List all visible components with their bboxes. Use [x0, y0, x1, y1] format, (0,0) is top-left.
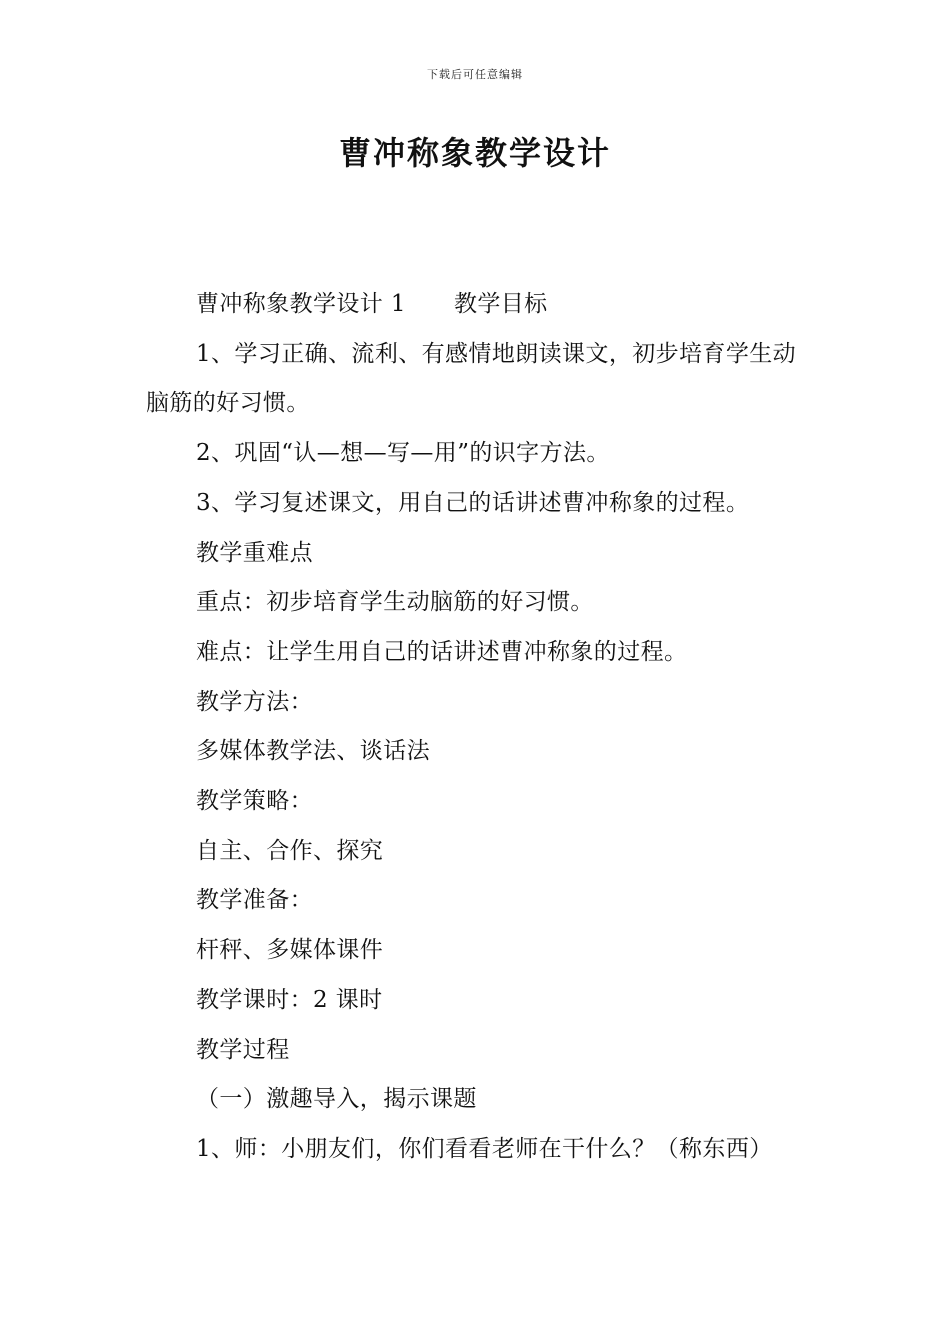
document-body: [146, 280, 810, 1175]
paragraph: 杆秤、多媒体课件: [196, 937, 384, 964]
paragraph: 重点：初步培育学生动脑筋的好习惯。: [196, 589, 594, 616]
intro-line: [146, 280, 810, 330]
document-title: 曹冲称象教学设计: [338, 134, 611, 172]
paragraph: 多媒体教学法、谈话法: [196, 738, 430, 765]
intro-part-2: 教学目标: [453, 291, 548, 317]
section-heading: 教学准备：: [196, 887, 313, 914]
paragraph: 2、巩固“认—想—写—用”的识字方法。: [196, 440, 610, 467]
header-note: 下载后可任意编辑: [427, 68, 523, 81]
paragraph: 教学课时：2 课时: [196, 986, 383, 1013]
section-heading: 教学方法：: [196, 688, 313, 715]
paragraph: 3、学习复述课文，用自己的话讲述曹冲称象的过程。: [196, 489, 750, 516]
section-heading: 教学策略：: [196, 788, 313, 815]
section-heading: 教学过程: [196, 1036, 290, 1063]
paragraph: 难点：让学生用自己的话讲述曹冲称象的过程。: [196, 638, 688, 665]
section-heading: 教学重难点: [196, 539, 313, 566]
paragraph: 1、师：小朋友们，你们看看老师在干什么？（称东西）: [196, 1135, 773, 1162]
paragraph: 1、学习正确、流利、有感情地朗读课文，初步培育学生动脑筋的好习惯。: [146, 340, 797, 417]
paragraph: 自主、合作、探究: [196, 837, 384, 864]
subsection-heading: （一）激趣导入，揭示课题: [196, 1086, 477, 1113]
intro-part-1: 曹冲称象教学设计 1: [196, 291, 406, 317]
